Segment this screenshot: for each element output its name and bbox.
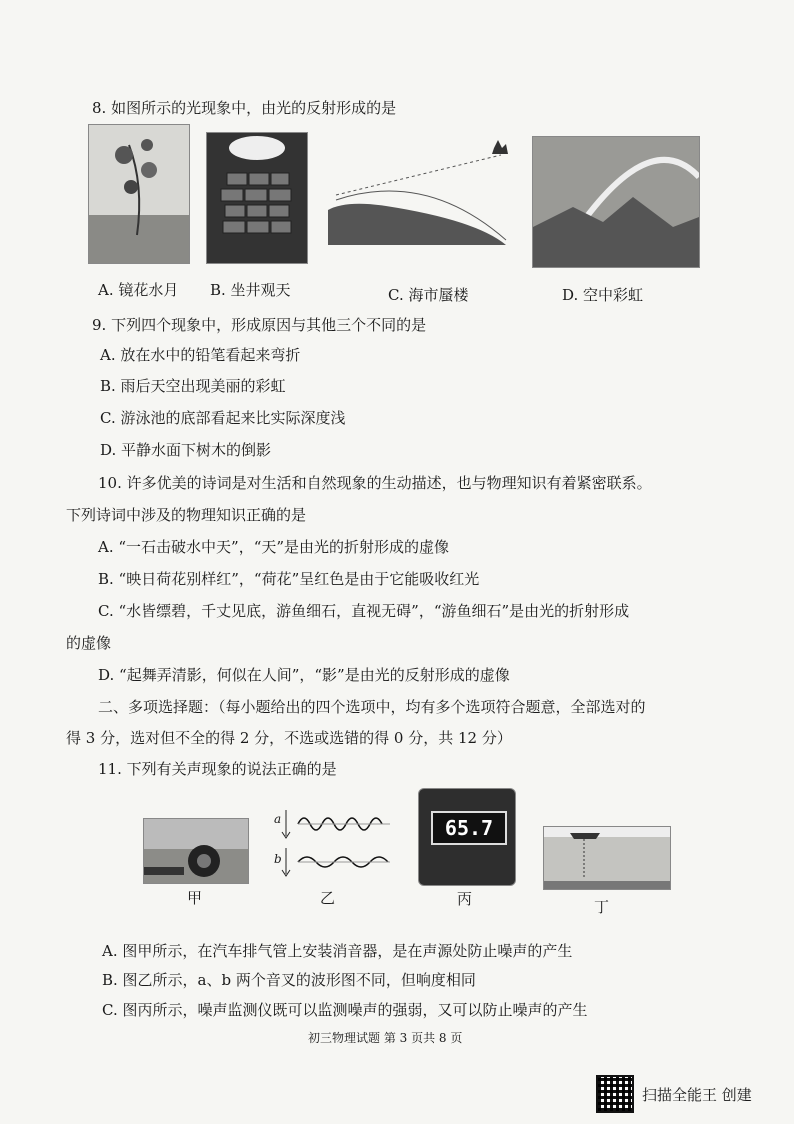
scanner-watermark [596, 1075, 752, 1113]
noise-meter-display: 65.7 [431, 811, 507, 845]
section2-heading-line1: 二、多项选择题：（每小题给出的四个选项中，均有多个选项符合题意，全部选对的 [98, 698, 646, 716]
q11-label-ding: 丁 [594, 898, 610, 916]
q8-image-c [326, 140, 516, 260]
q8-image-d [532, 136, 700, 268]
flower-branch-icon [89, 125, 189, 263]
page-footer: 初三物理试题 第 3 页共 8 页 [308, 1031, 463, 1045]
sonar-icon [544, 827, 670, 889]
q11-figure-yi [272, 808, 392, 883]
q8-image-a [88, 124, 190, 264]
q9-option-c: C. 游泳池的底部看起来比实际深度浅 [100, 409, 346, 427]
q11-option-a: A. 图甲所示，在汽车排气管上安装消音器，是在声源处防止噪声的产生 [102, 942, 573, 960]
q10-stem-line2: 下列诗词中涉及的物理知识正确的是 [66, 506, 307, 524]
wave-label-b: b [274, 852, 282, 866]
q8-option-d: D. 空中彩虹 [562, 286, 644, 304]
q8-option-b: B. 坐井观天 [210, 281, 291, 299]
q11-option-b: B. 图乙所示，a、b 两个音叉的波形图不同，但响度相同 [102, 971, 476, 989]
q11-figure-jia [143, 818, 249, 884]
section2-heading-line2: 得 3 分，选对但不全的得 2 分，不选或选错的得 0 分，共 12 分） [66, 729, 512, 747]
mirage-icon [326, 140, 516, 260]
q10-option-c-line1: C. “水皆缥碧，千丈见底，游鱼细石，直视无碍”，“游鱼细石”是由光的折射形成 [98, 602, 630, 620]
rainbow-icon [533, 137, 699, 267]
q11-option-c: C. 图丙所示，噪声监测仪既可以监测噪声的强弱，又可以防止噪声的产生 [102, 1001, 588, 1019]
q10-option-c-line2: 的虚像 [66, 634, 112, 652]
waveform-icon [272, 808, 392, 883]
q10-stem-line1: 10. 许多优美的诗词是对生活和自然现象的生动描述，也与物理知识有着紧密联系。 [98, 474, 652, 492]
watermark-text: 扫描全能王 创建 [642, 1085, 752, 1104]
car-exhaust-icon [144, 819, 248, 883]
q9-option-d: D. 平静水面下树木的倒影 [100, 441, 272, 459]
q9-stem: 9. 下列四个现象中，形成原因与其他三个不同的是 [92, 316, 427, 334]
q10-option-b: B. “映日荷花别样红”，“荷花”呈红色是由于它能吸收红光 [98, 570, 480, 588]
q10-option-d: D. “起舞弄清影，何似在人间”，“影”是由光的反射形成的虚像 [98, 666, 510, 684]
q8-option-a: A. 镜花水月 [98, 281, 179, 299]
q11-label-bing: 丙 [457, 890, 473, 908]
q8-image-b [206, 132, 308, 264]
q11-stem: 11. 下列有关声现象的说法正确的是 [98, 760, 337, 778]
q11-label-jia: 甲 [187, 889, 203, 907]
q9-option-a: A. 放在水中的铅笔看起来弯折 [100, 346, 301, 364]
wave-label-a: a [274, 812, 282, 826]
q10-option-a: A. “一石击破水中天”，“天”是由光的折射形成的虚像 [98, 538, 450, 556]
q11-figure-ding [543, 826, 671, 890]
q9-option-b: B. 雨后天空出现美丽的彩虹 [100, 377, 286, 395]
qr-code-icon [596, 1075, 634, 1113]
q8-option-c: C. 海市蜃楼 [388, 286, 469, 304]
q11-label-yi: 乙 [320, 889, 336, 907]
well-icon [207, 133, 307, 263]
q8-stem: 8. 如图所示的光现象中，由光的反射形成的是 [92, 99, 397, 117]
q11-figure-bing [418, 788, 516, 886]
